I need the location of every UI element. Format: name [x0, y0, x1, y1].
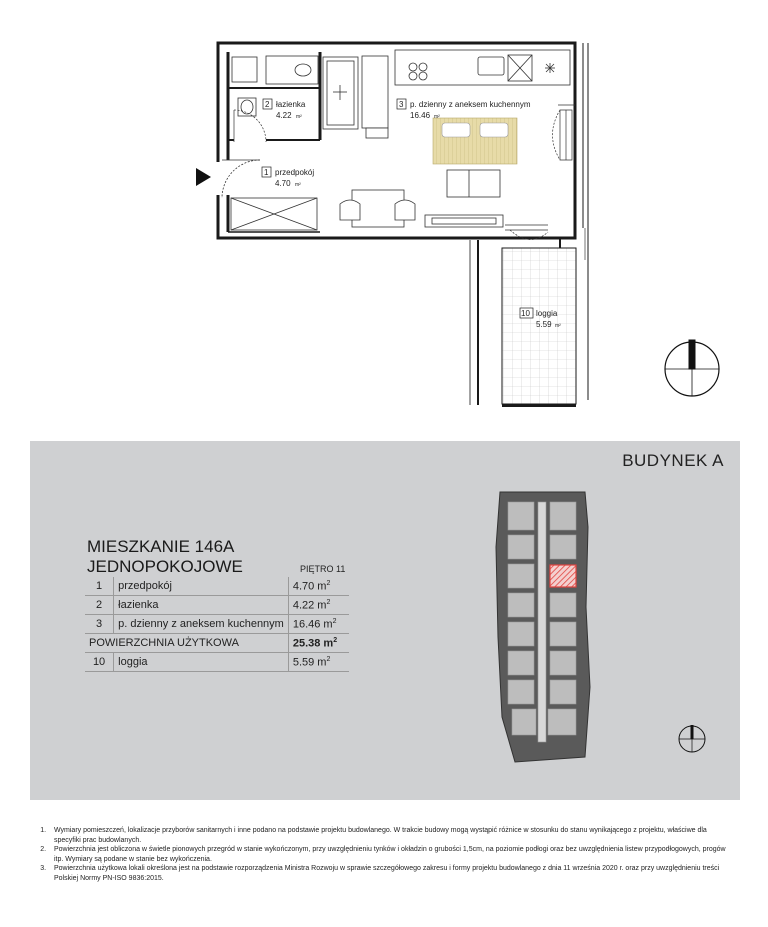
floor-label: PIĘTRO 11 — [300, 564, 346, 574]
room-num-1: 1 — [264, 168, 269, 177]
apartment-type: JEDNOPOKOJOWE — [87, 557, 243, 576]
row-area: 5.59 $m^2$ — [288, 653, 349, 672]
wardrobe — [231, 198, 317, 230]
total-area: 25.38 $m^2$ — [288, 634, 349, 653]
room-unit-3: m² — [434, 114, 440, 120]
table-row — [85, 653, 349, 672]
bathroom-fixtures — [232, 56, 388, 138]
highlighted-apartment — [550, 565, 576, 587]
bed — [433, 118, 517, 164]
compass-small-icon — [677, 724, 707, 754]
room-num-3: 3 — [399, 100, 404, 109]
row-num: 2 — [85, 596, 114, 615]
room-unit-2: m² — [296, 114, 302, 120]
compass-icon — [665, 340, 719, 396]
building-title: BUDYNEK A — [622, 451, 724, 470]
room-label-3 — [397, 99, 531, 120]
room-area-10: 5.59 — [536, 320, 552, 329]
row-name: przedpokój — [114, 577, 289, 596]
room-num-2: 2 — [265, 100, 270, 109]
total-row — [85, 634, 349, 653]
row-num: 10 — [85, 653, 114, 672]
footnote-3: 3. Powierzchnia użytkowa lokali określona jest na podstawie rozporządzenia Ministra Rozwoju w sprawie szczegółowego zakresu i formy projektu budowlanego z dnia 11 września 2020 r. oraz przy uwzględnieniu treści Polskiej Normy PN-ISO 9836:2015. — [48, 864, 728, 883]
footnote-1: 1. Wymiary pomieszczeń, lokalizacje przyborów sanitarnych i inne podano na podstawie projektu budowlanego. W trakcie budowy mogą wystąpić różnice w stosunku do stanu wynikającego z projektu, właściwe dla specyfiki prac budowlanych. — [48, 826, 728, 845]
room-name-3: p. dzienny z aneksem kuchennym — [410, 100, 531, 109]
building-key-plan — [490, 487, 600, 767]
room-area-3: 16.46 — [410, 111, 431, 120]
entrance-arrow — [196, 168, 211, 186]
row-num: 3 — [85, 615, 114, 634]
room-label-2 — [263, 99, 306, 120]
room-unit-1: m² — [295, 182, 301, 188]
window-right — [553, 105, 576, 160]
room-num-10: 10 — [521, 309, 530, 318]
apartment-info-panel — [30, 441, 740, 800]
table-row — [85, 596, 349, 615]
kitchen-counter — [395, 50, 570, 85]
row-area: 4.70 $m^2$ — [288, 577, 349, 596]
living-furniture — [340, 170, 503, 227]
room-name-10: loggia — [536, 309, 558, 318]
total-label: POWIERZCHNIA UŻYTKOWA — [85, 634, 288, 653]
room-area-1: 4.70 — [275, 179, 291, 188]
row-num: 1 — [85, 577, 114, 596]
room-name-1: przedpokój — [275, 168, 315, 177]
floor-plan — [0, 0, 768, 420]
rooms-table — [85, 577, 349, 672]
room-area-2: 4.22 — [276, 111, 292, 120]
table-row — [85, 577, 349, 596]
table-row — [85, 615, 349, 634]
row-name: loggia — [114, 653, 289, 672]
entry-door — [218, 160, 260, 198]
room-name-2: łazienka — [276, 100, 306, 109]
loggia-rail — [502, 404, 576, 407]
footnote-2: 2. Powierzchnia jest obliczona w świetle pionowych przegród w stanie wykończonym, przy uwzględnieniu tynków i okładzin o grubości 1,5cm, na poziomie podłogi oraz bez uwzględnienia listew przypodłogowych, progów itp. Wymiary są podane w stanie bez wykończenia. — [48, 845, 728, 864]
room-unit-10: m² — [555, 323, 561, 329]
apartment-title — [87, 537, 243, 577]
footnotes — [38, 826, 728, 883]
room-label-1 — [262, 167, 314, 188]
row-name: p. dzienny z aneksem kuchennym — [114, 615, 289, 634]
row-area: 16.46 $m^2$ — [288, 615, 349, 634]
apartment-number: MIESZKANIE 146A — [87, 537, 235, 556]
row-name: łazienka — [114, 596, 289, 615]
row-area: 4.22 $m^2$ — [288, 596, 349, 615]
